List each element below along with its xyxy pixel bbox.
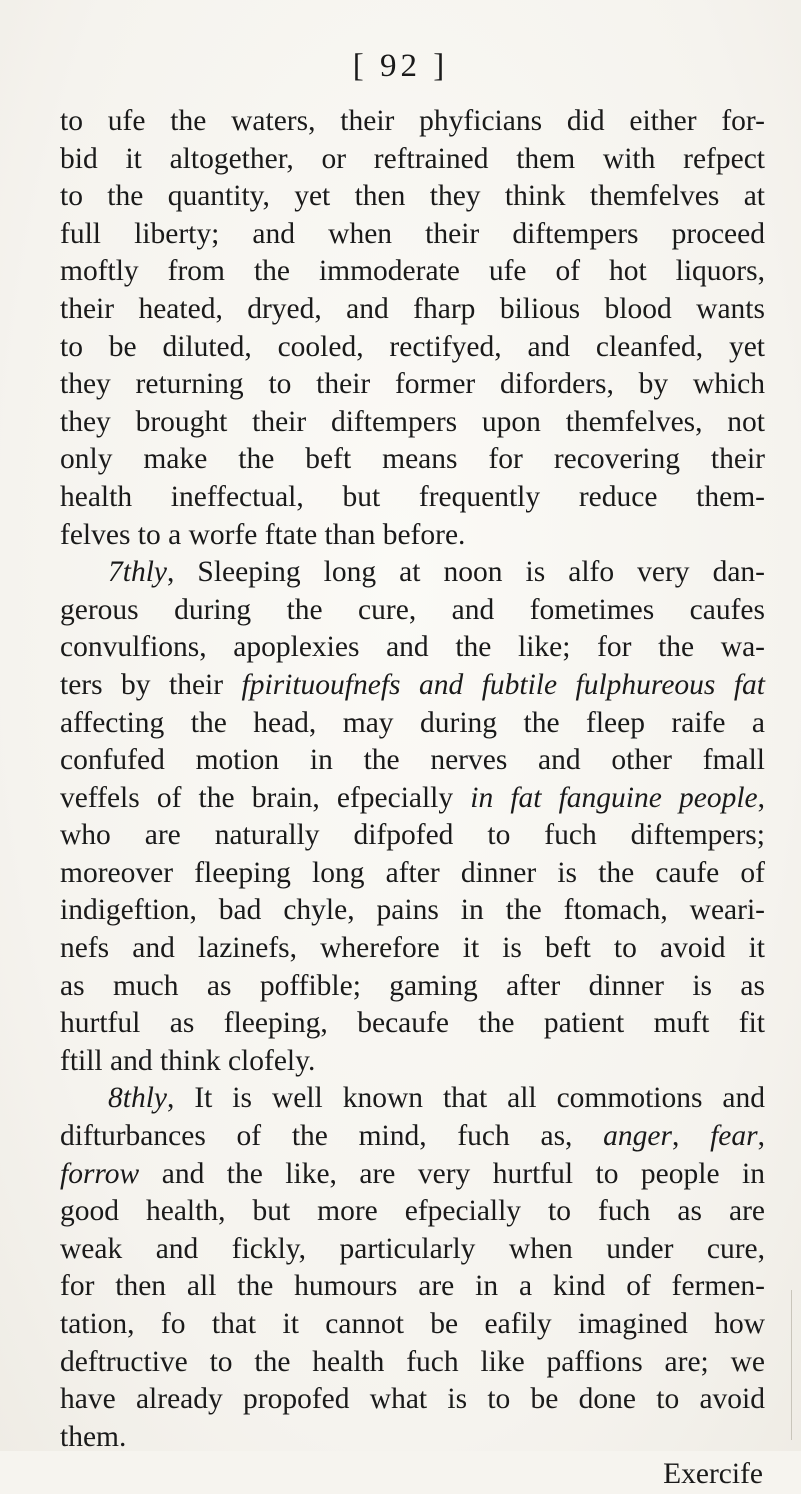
text-segment: , (672, 1120, 711, 1153)
text-segment: affecting the head, may during the fleep raife a (60, 706, 765, 739)
page-number: [ 92 ] (352, 48, 449, 84)
text-line (60, 705, 765, 743)
text-segment: moftly from the immoderate ufe of hot liquors, (60, 255, 765, 288)
text-line (60, 855, 765, 893)
text-line (60, 817, 765, 855)
text-line (60, 1043, 765, 1081)
text-line (60, 1080, 765, 1118)
text-line (60, 178, 765, 216)
text-line (60, 253, 765, 291)
text-line (60, 1156, 765, 1194)
text-line (60, 1381, 765, 1419)
text-segment: who are naturally difpofed to fuch diftempers; (60, 819, 765, 852)
text-line (60, 742, 765, 780)
text-line (60, 629, 765, 667)
italic-text: 8thly (108, 1082, 167, 1115)
text-segment: ters by their (60, 668, 242, 701)
text-line (60, 592, 765, 630)
text-segment: , Sleeping long at noon is alfo very dan- (167, 556, 765, 589)
text-segment: deftructive to the health fuch like paffions are; we (60, 1345, 765, 1378)
text-segment: ftill and think clofely. (60, 1044, 316, 1077)
text-line (60, 780, 765, 818)
text-line (60, 404, 765, 442)
text-segment: , (757, 1120, 766, 1153)
text-segment: have already propofed what is to be done to avoid (60, 1383, 765, 1416)
text-line (60, 554, 765, 592)
text-segment: them. (60, 1420, 127, 1453)
italic-text: 7thly (108, 556, 167, 589)
text-segment: good health, but more efpecially to fuch as are (60, 1195, 765, 1228)
text-segment: and the like, are very hurtful to people in (139, 1157, 765, 1190)
text-segment: , (757, 781, 765, 814)
text-line (60, 103, 765, 141)
text-segment: confufed motion in the nerves and other fmall (60, 744, 765, 777)
italic-text: forrow (60, 1157, 140, 1190)
text-line (60, 892, 765, 930)
text-segment: to be diluted, cooled, rectifyed, and cleanfed, yet (60, 330, 765, 363)
text-segment: difturbances of the mind, fuch as, (60, 1120, 604, 1153)
text-segment: to ufe the waters, their phyficians did either for- (60, 105, 765, 137)
text-line (60, 216, 765, 254)
text-segment: gerous during the cure, and fometimes caufes (60, 593, 765, 626)
text-line (60, 291, 765, 329)
text-segment: health ineffectual, but frequently reduce them- (60, 480, 765, 513)
text-line (60, 141, 765, 179)
text-segment: full liberty; and when their diftempers proceed (60, 217, 765, 250)
text-segment: they brought their diftempers upon themfelves, not (60, 405, 765, 438)
text-segment: indigeftion, bad chyle, pains in the ftomach, weari- (60, 894, 765, 927)
catchword: Exercife (663, 1458, 763, 1491)
italic-text: fear (710, 1120, 758, 1153)
text-line (60, 1344, 765, 1382)
text-line (60, 930, 765, 968)
text-segment: nefs and lazinefs, wherefore it is beft to avoid it (60, 932, 765, 965)
text-segment: for then all the humours are in a kind of fermen- (60, 1270, 765, 1303)
text-segment: convulfions, apoplexies and the like; for the wa- (60, 631, 765, 664)
text-segment: hurtful as fleeping, becaufe the patient muft fit (60, 1007, 765, 1040)
text-line (60, 441, 765, 479)
text-segment: moreover fleeping long after dinner is the caufe of (60, 856, 765, 889)
page-edge-shadow (791, 1290, 792, 1440)
text-segment: they returning to their former diforders, by which (60, 368, 765, 401)
text-line (60, 1193, 765, 1231)
text-segment: felves to a worfe ftate than before. (60, 518, 466, 551)
text-segment: weak and fickly, particularly when under cure, (60, 1232, 765, 1265)
italic-text: in fat fanguine people (470, 781, 758, 814)
text-segment: their heated, dryed, and fharp bilious blood wants (60, 292, 765, 325)
text-line (60, 1118, 765, 1156)
text-line (60, 1268, 765, 1306)
text-line (60, 1231, 765, 1269)
text-line (60, 366, 765, 404)
text-segment: only make the beft means for recovering their (60, 443, 765, 476)
text-line (60, 667, 765, 705)
body-text (60, 103, 765, 1494)
text-line (60, 1306, 765, 1344)
text-segment: veffels of the brain, efpecially (60, 781, 471, 814)
text-line (60, 968, 765, 1006)
text-segment: tation, fo that it cannot be eafily imagined how (60, 1308, 765, 1340)
text-line (60, 517, 765, 555)
text-line (60, 1005, 765, 1043)
text-segment: , It is well known that all commotions and (167, 1082, 765, 1115)
text-segment: bid it altogether, or reftrained them with refpect (60, 142, 765, 175)
italic-text: anger (603, 1120, 672, 1153)
italic-text: fpirituoufnefs and fubtile fulphureous fat (241, 668, 765, 701)
text-line (60, 329, 765, 367)
text-segment: as much as poffible; gaming after dinner is as (60, 969, 765, 1002)
text-segment: to the quantity, yet then they think themfelves at (60, 180, 765, 213)
text-line (60, 479, 765, 517)
